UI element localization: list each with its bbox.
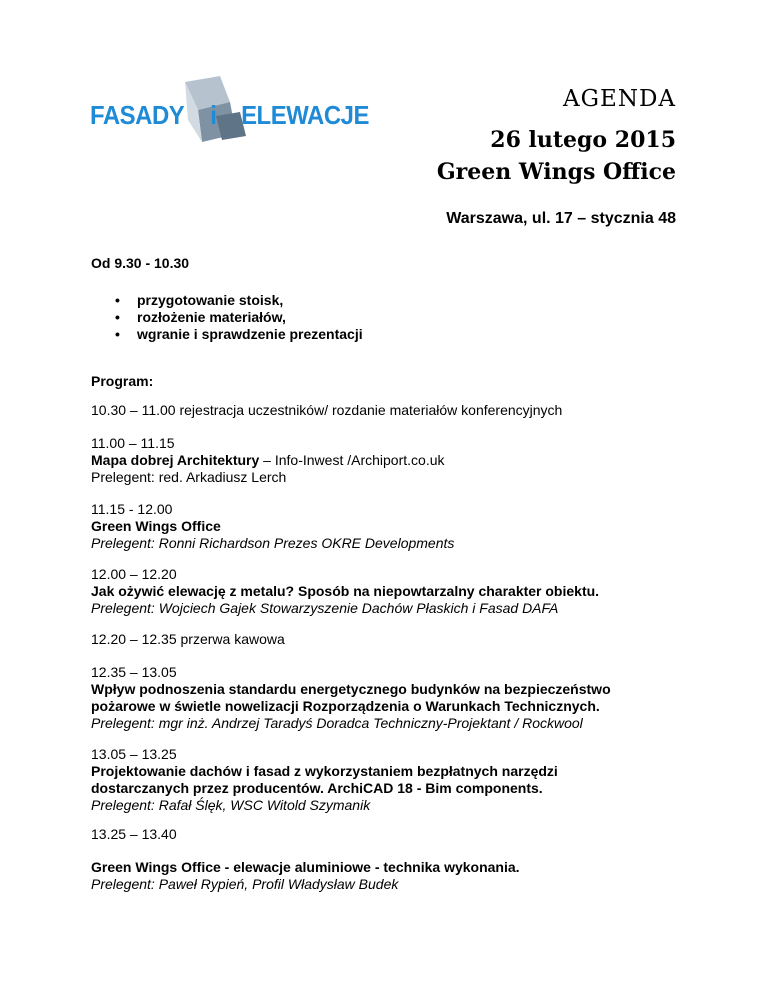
prep-item: • rozłożenie materiałów, [115,309,286,325]
session-time: 12.00 – 12.20 [91,566,177,582]
session-title: Jak ożywić elewację z metalu? Sposób na niepowtarzalny charakter obiektu. [91,583,600,599]
session-speaker: Prelegent: red. Arkadiusz Lerch [91,469,287,485]
session-speaker: Prelegent: Paweł Rypień, Profil Władysław Budek [91,876,399,892]
event-address: Warszawa, ul. 17 – stycznia 48 [446,210,676,227]
event-date: 26 lutego 2015 [490,127,676,153]
session-4 [91,664,611,732]
session-title: Green Wings Office - elewacje aluminiowe - technika wykonania. [91,859,520,875]
session-title: Green Wings Office [91,518,221,534]
session-title: Wpływ podnoszenia standardu energetycznego budynków na bezpieczeństwo [91,681,611,697]
session-1 [91,435,445,486]
registration-line: 10.30 – 11.00 rejestracja uczestników/ rozdanie materiałów konferencyjnych [91,402,563,418]
logo-word-elewacje: ELEWACJE [241,100,369,130]
session-speaker: Prelegent: Wojciech Gajek Stowarzyszenie Dachów Płaskich i Fasad DAFA [91,600,559,616]
session-speaker: Prelegent: mgr inż. Andrzej Taradyś Doradca Techniczny-Projektant / Rockwool [91,715,583,731]
prep-list [91,292,363,343]
bullet-icon: • [115,309,120,325]
session-6 [91,859,520,893]
agenda-heading: AGENDA [563,86,676,112]
session-3 [91,566,599,617]
logo-word-i: i [210,100,217,130]
program-label: Program: [91,373,154,389]
prep-time: Od 9.30 - 10.30 [91,255,190,271]
session-title-cont: dostarczanych przez producentów. ArchiCAD 18 - Bim components. [91,780,543,796]
session-speaker: Prelegent: Ronni Richardson Prezes OKRE Developments [91,535,455,551]
bullet-icon: • [115,292,120,308]
session-5 [91,746,558,814]
logo-wordmark [90,100,369,131]
session-6-time: 13.25 – 13.40 [91,826,177,842]
session-time: 11.15 - 12.00 [91,501,173,517]
prep-item: • przygotowanie stoisk, [115,292,284,308]
session-title-cont: pożarowe w świetle nowelizacji Rozporządzenia o Warunkach Technicznych. [91,698,600,714]
fasady-elewacje-logo [90,72,369,162]
session-speaker: Prelegent: Rafał Ślęk, WSC Witold Szymanik [91,797,371,813]
prep-item: • wgranie i sprawdzenie prezentacji [115,326,363,342]
logo-word-fasady: FASADY [90,100,184,130]
session-time: 13.05 – 13.25 [91,746,177,762]
session-title: Projektowanie dachów i fasad z wykorzystaniem bezpłatnych narzędzi [91,763,558,779]
session-time: 11.00 – 11.15 [91,435,175,451]
bullet-icon: • [115,326,120,342]
coffee-break: 12.20 – 12.35 przerwa kawowa [91,631,285,647]
event-venue: Green Wings Office [436,159,676,185]
session-title: Mapa dobrej Architektury – Info-Inwest /Archiport.co.uk [91,452,445,468]
session-2 [91,501,454,552]
session-time: 12.35 – 13.05 [91,664,177,680]
event-date-venue [437,124,676,188]
